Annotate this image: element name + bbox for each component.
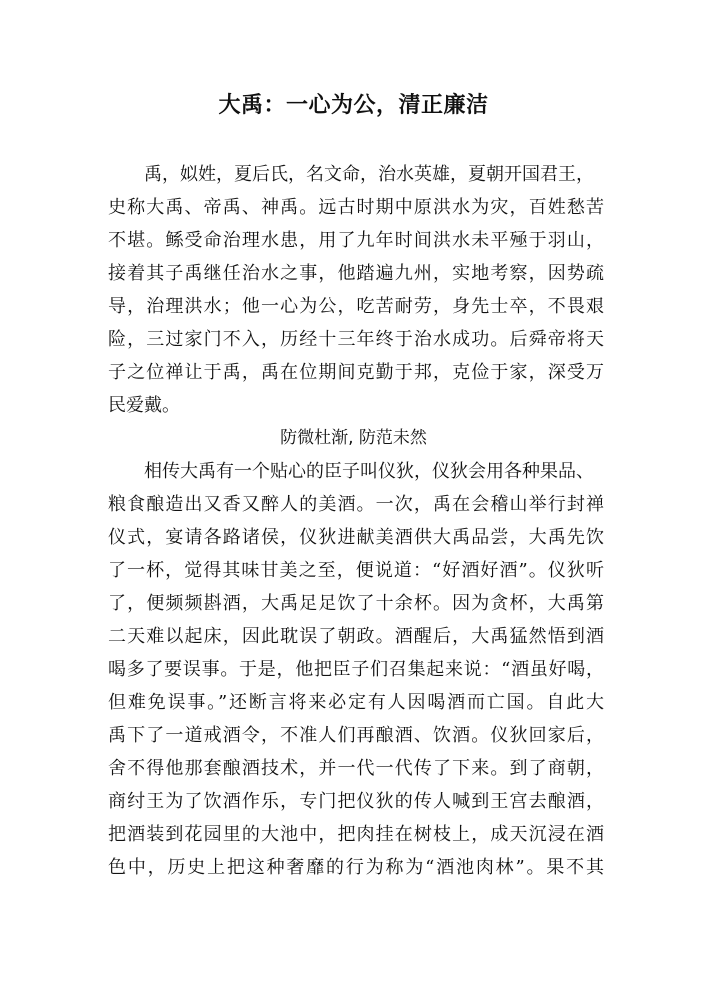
paragraph-line: 史称大禹、帝禹、神禹。远古时期中原洪水为灾，百姓愁苦 [108,197,604,218]
paragraph-line: 但难免误事。”还断言将来必定有人因喝酒而亡国。自此大 [108,692,604,713]
paragraph-line: 二天难以起床，因此耽误了朝政。酒醒后，大禹猛然悟到酒 [108,626,604,647]
paragraph-line: 子之位禅让于禹，禹在位期间克勤于邦，克俭于家，深受万 [108,362,604,383]
document-title: 大禹：一心为公，清正廉洁 [218,92,489,118]
paragraph-line: 不堪。鲧受命治理水患，用了九年时间洪水未平殛于羽山， [108,230,604,251]
paragraph-line: 接着其子禹继任治水之事，他踏遍九州，实地考察，因势疏 [108,263,604,284]
paragraph-line: 禹，姒姓，夏后氏，名文命，治水英雄，夏朝开国君王， [144,164,594,185]
paragraph-line: 民爱戴。 [108,395,180,416]
paragraph-line: 仪式，宴请各路诸侯，仪狄进献美酒供大禹品尝，大禹先饮 [108,527,604,548]
paragraph-line: 禹下了一道戒酒令，不准人们再酿酒、饮酒。仪狄回家后， [108,725,604,746]
paragraph-line: 喝多了要误事。于是，他把臣子们召集起来说：“酒虽好喝， [108,659,604,680]
paragraph-line: 粮食酿造出又香又醉人的美酒。一次，禹在会稽山举行封禅 [108,494,604,515]
paragraph-story [108,455,604,884]
paragraph-line: 了一杯，觉得其味甘美之至，便说道：“好酒好酒”。仪狄听 [108,560,604,581]
paragraph-line: 把酒装到花园里的大池中，把肉挂在树枝上，成天沉浸在酒 [108,824,604,845]
paragraph-line: 相传大禹有一个贴心的臣子叫仪狄，仪狄会用各种果品、 [144,461,594,482]
paragraph-line: 导，治理洪水；他一心为公，吃苦耐劳，身先士卒，不畏艰 [108,296,604,317]
paragraph-line: 色中，历史上把这种奢靡的行为称为“酒池肉林”。果不其 [108,857,604,878]
paragraph-intro [108,158,604,422]
section-subtitle: 防微杜渐, 防范未然 [280,428,427,448]
paragraph-line: 了，便频频斟酒，大禹足足饮了十余杯。因为贪杯，大禹第 [108,593,604,614]
paragraph-line: 舍不得他那套酿酒技术，并一代一代传了下来。到了商朝， [108,758,604,779]
paragraph-line: 险，三过家门不入，历经十三年终于治水成功。后舜帝将天 [108,329,604,350]
paragraph-line: 商纣王为了饮酒作乐，专门把仪狄的传人喊到王宫去酿酒， [108,791,604,812]
